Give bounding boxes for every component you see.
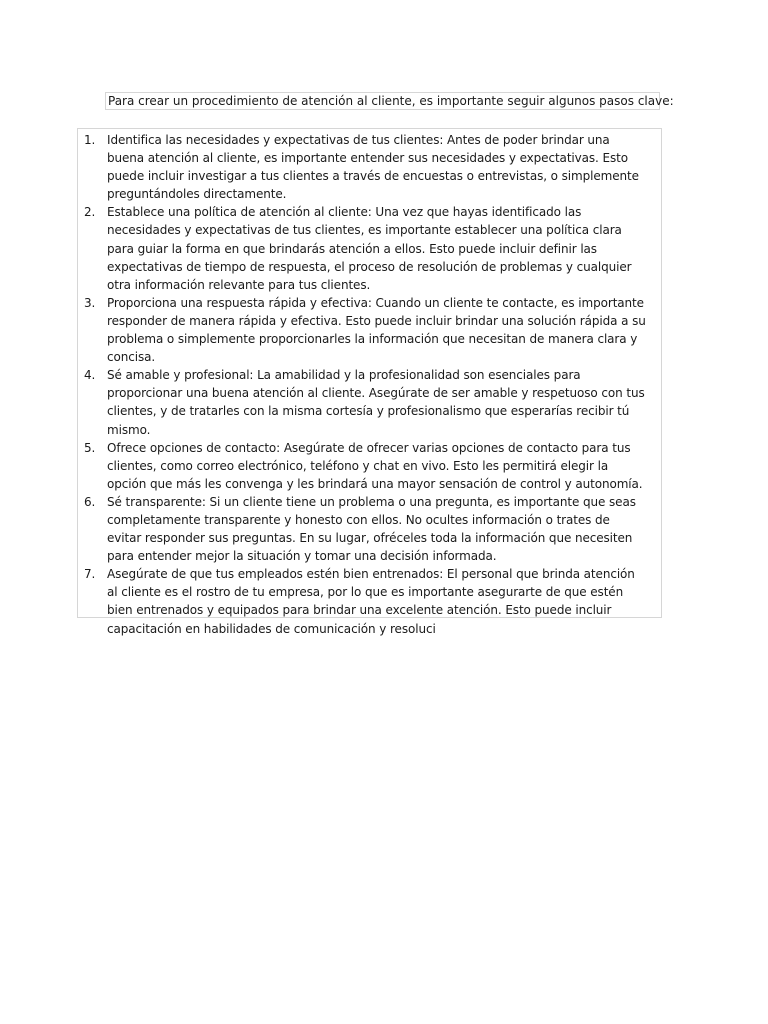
list-item-step-5 — [78, 439, 647, 493]
step-number: 7. — [84, 567, 96, 582]
step-number: 5. — [84, 440, 96, 455]
step-text: Establece una política de atención al cliente: Una vez que hayas identificado las necesidades y expectativas de tus clientes, es importante establecer una política clara para guiar la forma en que brindarás atención a ellos. Esto puede incluir definir las expectativas de tiempo de respuesta, el proceso de resolución de problemas y cualquier otra información relevante para tus clientes. — [107, 205, 632, 292]
list-item-step-4 — [78, 366, 647, 438]
step-text: Ofrece opciones de contacto: Asegúrate de ofrecer varias opciones de contacto para tus clientes, como correo electrónico, teléfono y chat en vivo. Esto les permitirá elegir la opción que más les convenga y les brindará una mayor sensación de control y autonomía. — [107, 440, 643, 491]
step-number: 1. — [84, 133, 96, 147]
list-item-step-2 — [78, 203, 647, 293]
list-item-step-1 — [78, 131, 647, 203]
step-number: 3. — [84, 295, 96, 310]
step-text: Sé transparente: Si un cliente tiene un problema o una pregunta, es importante que seas completamente transparente y honesto con ellos. No ocultes información o trates de evitar responder sus preguntas. En su lugar, ofréceles toda la información que necesiten para entender mejor la situación y tomar una decisión informada. — [107, 494, 636, 564]
step-number: 4. — [84, 368, 96, 383]
step-text: Asegúrate de que tus empleados estén bien entrenados: El personal que brinda atención al cliente es el rostro de tu empresa, por lo que es importante asegurarte de que estén bien entrenados y equipados para brindar una excelente atención. Esto puede incluir capacitación en habilidades de comunicación y resoluci — [107, 567, 635, 636]
intro-text-box — [105, 92, 674, 110]
intro-text: Para crear un procedimiento de atención al cliente, es importante seguir algunos pasos clave: — [108, 94, 674, 108]
step-number: 6. — [84, 494, 96, 509]
steps-list — [78, 131, 647, 638]
step-number: 2. — [84, 205, 96, 220]
list-item-step-6 — [78, 493, 647, 565]
list-item-step-7 — [78, 565, 647, 637]
step-text: Proporciona una respuesta rápida y efectiva: Cuando un cliente te contacte, es importante responder de manera rápida y efectiva. Esto puede incluir brindar una solución rápida a su problema o simplemente proporcionarles la información que necesitan de manera clara y concisa. — [107, 295, 646, 365]
step-text: Identifica las necesidades y expectativas de tus clientes: Antes de poder brindar una buena atención al cliente, es importante entender sus necesidades y expectativas. Esto puede incluir investigar a tus clientes a través de encuestas o entrevistas, o simplemente preguntándoles directamente. — [107, 133, 639, 202]
steps-list-box — [77, 128, 662, 636]
step-text: Sé amable y profesional: La amabilidad y la profesionalidad son esenciales para proporcionar una buena atención al cliente. Asegúrate de ser amable y respetuoso con tus clientes, y de tratarles con la misma cortesía y profesionalismo que esperarías recibir tú mismo. — [107, 368, 645, 437]
list-item-step-3 — [78, 294, 647, 366]
